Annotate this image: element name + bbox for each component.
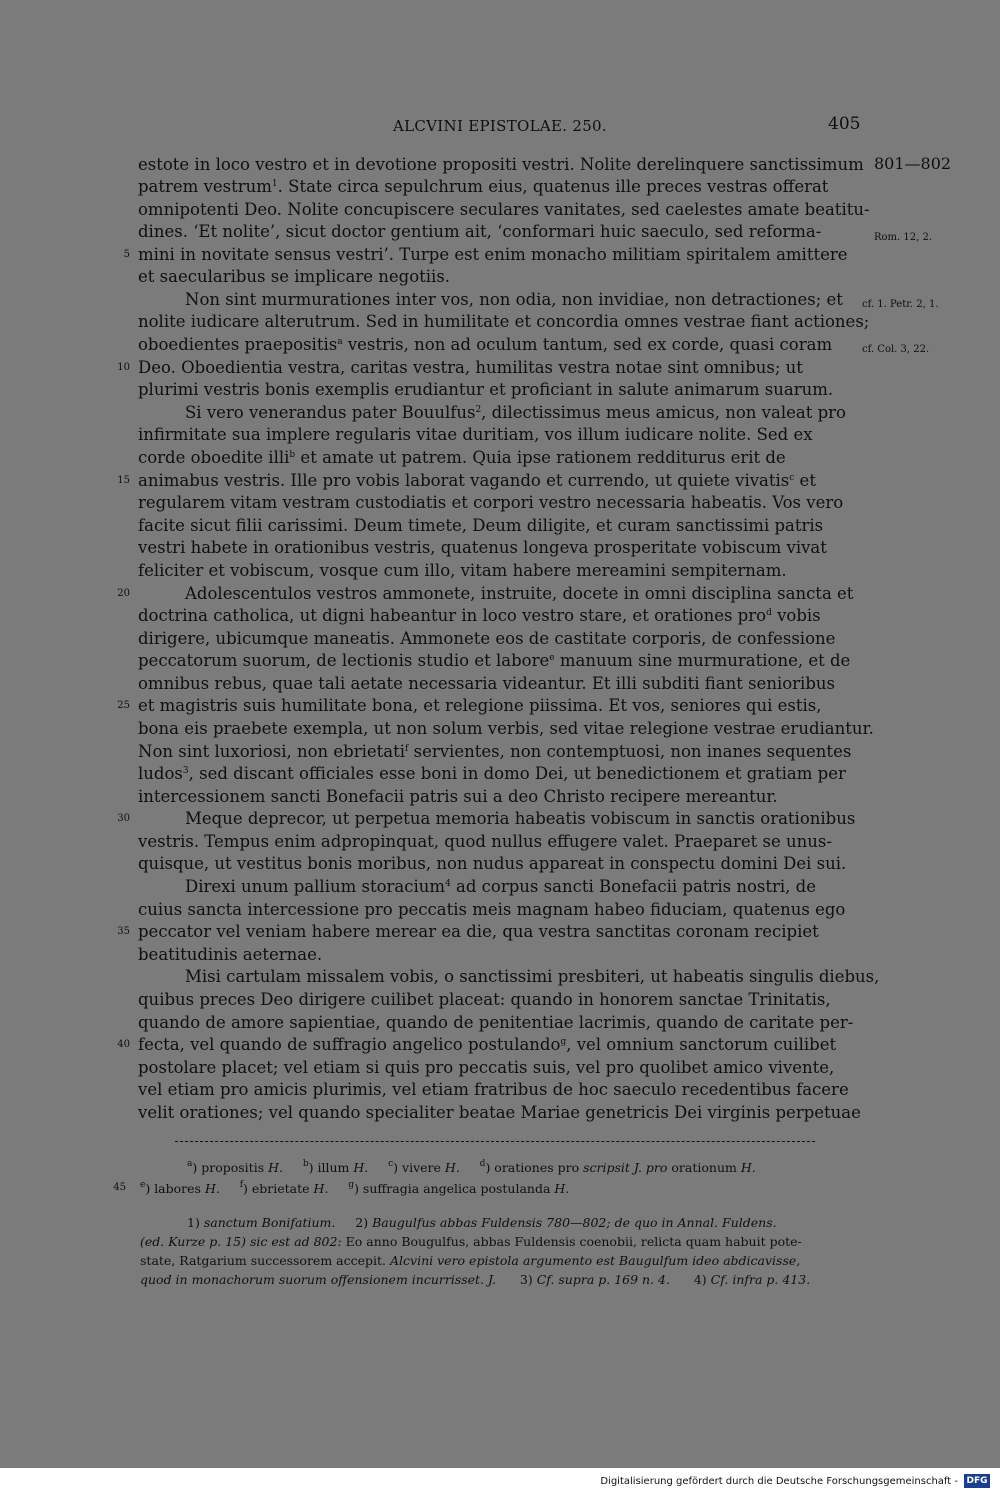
text-line: patrem vestrum$^1$. State circa sepulchrum eius, quatenus ille preces vestras offerat — [138, 177, 829, 196]
text-line: peccator vel veniam habere merear ea die, qua vestra sanctitas coronam recipiet — [138, 922, 819, 941]
line-number: 5 — [123, 249, 130, 260]
scripture-ref-2: cf. 1. Petr. 2, 1. — [862, 299, 939, 310]
footnote-line: 1) sanctum Bonifatium. 2) Baugulfus abbas Fuldensis 780—802; de quo in Annal. Fuldens. — [187, 1215, 777, 1230]
text-line: Deo. Oboedientia vestra, caritas vestra, humilitas vestra notae sint omnibus; ut — [138, 358, 803, 377]
text-line: Misi cartulam missalem vobis, o sanctissimi presbiteri, ut habeatis singulis diebus, — [185, 967, 880, 986]
text-line: omnibus rebus, quae tali aetate necessaria videantur. Et illi subditi fiant senioribus — [138, 674, 835, 693]
apparatus-line: $^a$) propositis H. $^b$) illum H. $^c$) vivere H. $^d$) orationes pro scripsit J. pro orationum H. — [187, 1159, 756, 1175]
text-line: Meque deprecor, ut perpetua memoria habeatis vobiscum in sanctis orationibus — [185, 809, 856, 828]
text-line: mini in novitate sensus vestri’. Turpe est enim monacho militiam spiritalem amittere — [138, 245, 848, 264]
line-number: 20 — [117, 588, 130, 599]
text-line: facite sicut filii carissimi. Deum timete, Deum diligite, et curam sanctissimi patris — [138, 516, 824, 535]
apparatus-line: $^e$) labores H. $^f$) ebrietate H. $^g$) suffragia angelica postulanda H. — [140, 1180, 570, 1196]
text-line: quibus preces Deo dirigere cuilibet placeat: quando in honorem sanctae Trinitatis, — [138, 990, 831, 1009]
text-line: doctrina catholica, ut digni habeantur in loco vestro stare, et orationes pro$^d$ vobis — [138, 606, 821, 625]
text-line: omnipotenti Deo. Nolite concupiscere seculares vanitates, sed caelestes amate beatitu- — [138, 200, 870, 219]
text-line: fecta, vel quando de suffragio angelico postulando$^g$, vel omnium sanctorum cuilibet — [138, 1035, 837, 1054]
text-line: cuius sancta intercessione pro peccatis meis magnam habeo fiduciam, quatenus ego — [138, 900, 846, 919]
text-line: intercessionem sancti Bonefacii patris sui a deo Christo recipere mereantur. — [138, 787, 778, 806]
line-number: 10 — [117, 362, 130, 373]
line-number: 25 — [117, 700, 130, 711]
text-line: bona eis praebete exempla, ut non solum verbis, sed vitae relegione vestrae erudiantur. — [138, 719, 874, 738]
text-line: quisque, ut vestitus bonis moribus, non nudus appareat in conspectu domini Dei sui. — [138, 854, 847, 873]
text-line: Adolescentulos vestros ammonete, instruite, docete in omni disciplina sancta et — [185, 584, 854, 603]
text-line: dines. ‘Et nolite’, sicut doctor gentium ait, ‘conformari huic saeculo, sed reforma- — [138, 222, 822, 241]
text-line: postolare placet; vel etiam si quis pro peccatis suis, vel pro quolibet amico vivente, — [138, 1058, 835, 1077]
text-line: regularem vitam vestram custodiatis et corpori vestro necessaria habeatis. Vos vero — [138, 493, 844, 512]
text-line: et magistris suis humilitate bona, et relegione piissima. Et vos, seniores qui estis, — [138, 696, 822, 715]
footnote-divider — [175, 1141, 815, 1142]
text-line: Non sint murmurationes inter vos, non odia, non invidiae, non detractiones; et — [185, 290, 843, 309]
text-line: peccatorum suorum, de lectionis studio et labore$^e$ manuum sine murmuratione, et de — [138, 651, 851, 670]
text-line: Si vero venerandus pater Bouulfus$^2$, dilectissimus meus amicus, non valeat pro — [185, 403, 846, 422]
text-line: vestri habete in orationibus vestris, quatenus longeva prosperitate vobiscum vivat — [138, 538, 827, 557]
footnote-line: quod in monachorum suorum offensionem incurrisset. J. 3) Cf. supra p. 169 n. 4. 4) Cf. infra p. 413. — [140, 1272, 811, 1287]
text-line: quando de amore sapientiae, quando de penitentiae lacrimis, quando de caritate per- — [138, 1013, 854, 1032]
scripture-ref-3: cf. Col. 3, 22. — [862, 344, 930, 355]
text-line: vel etiam pro amicis plurimis, vel etiam fratribus de hoc saeculo recedentibus facere — [138, 1080, 849, 1099]
line-number: 35 — [117, 926, 130, 937]
text-line: dirigere, ubicumque maneatis. Ammonete eos de castitate corporis, de confessione — [138, 629, 836, 648]
text-line: ludos$^3$, sed discant officiales esse boni in domo Dei, ut benedictionem et gratiam per — [138, 764, 846, 783]
footnote-line: (ed. Kurze p. 15) sic est ad 802: Eo anno Bougulfus, abbas Fuldensis coenobii, relicta quam habuit pote- — [140, 1234, 802, 1249]
line-number: 15 — [117, 475, 130, 486]
text-line: oboedientes praepositis$^a$ vestris, non ad oculum tantum, sed ex corde, quasi coram — [138, 335, 833, 354]
text-line: Direxi unum pallium storacium$^4$ ad corpus sancti Bonefacii patris nostri, de — [185, 877, 816, 896]
line-number: 40 — [117, 1039, 130, 1050]
line-number: 45 — [113, 1182, 126, 1193]
footnote-line: state, Ratgarium successorem accepit. Alcvini vero epistola argumento est Baugulfum ideo abdicavisse, — [140, 1253, 801, 1268]
text-line: plurimi vestris bonis exemplis erudiantur et proficiant in salute animarum suarum. — [138, 380, 834, 399]
text-line: infirmitate sua implere regularis vitae duritiam, vos illum iudicare nolite. Sed ex — [138, 425, 813, 444]
line-number: 30 — [117, 813, 130, 824]
text-line: velit orationes; vel quando specialiter beatae Mariae genetricis Dei virginis perpetuae — [138, 1103, 861, 1122]
text-line: estote in loco vestro et in devotione propositi vestri. Nolite derelinquere sanctissimum — [138, 155, 864, 174]
text-line: beatitudinis aeternae. — [138, 945, 323, 964]
text-line: corde oboedite illi$^b$ et amate ut patrem. Quia ipse rationem redditurus erit de — [138, 448, 786, 467]
text-line: feliciter et vobiscum, vosque cum illo, vitam habere mereamini sempiternam. — [138, 561, 787, 580]
text-line: animabus vestris. Ille pro vobis laborat vagando et currendo, ut quiete vivatis$^c$ et — [138, 471, 816, 490]
text-line: nolite iudicare alterutrum. Sed in humilitate et concordia omnes vestrae fiant actiones; — [138, 312, 870, 331]
text-line: vestris. Tempus enim adpropinquat, quod nullus effugere valet. Praeparet se unus- — [138, 832, 832, 851]
page-number: 405 — [828, 114, 861, 134]
footer-bar — [0, 1468, 1000, 1495]
text-line: Non sint luxoriosi, non ebrietati$^f$ servientes, non contemptuosi, non inanes sequentes — [138, 742, 852, 761]
text-line: et saecularibus se implicare negotiis. — [138, 267, 451, 286]
funding-notice: Digitalisierung gefördert durch die Deutsche Forschungsgemeinschaft - — [600, 1476, 958, 1487]
date-note: 801—802 — [874, 154, 952, 173]
scripture-ref-1: Rom. 12, 2. — [874, 232, 933, 243]
dfg-logo: DFG — [964, 1474, 990, 1488]
running-title: ALCVINI EPISTOLAE. 250. — [393, 117, 607, 135]
